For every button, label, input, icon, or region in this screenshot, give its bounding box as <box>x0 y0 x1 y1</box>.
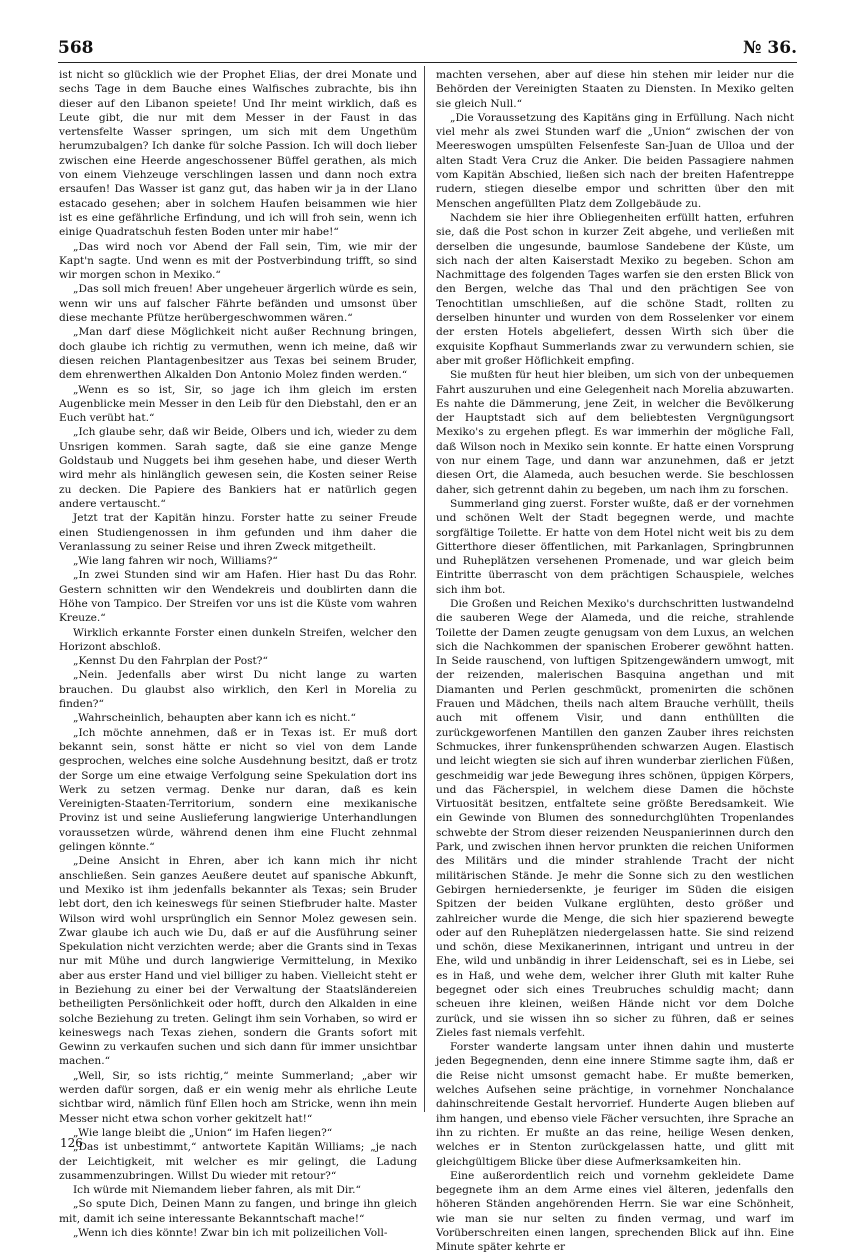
paragraph: „Die Voraussetzung des Kapitäns ging in Erfüllung. Nach nicht viel mehr als zwei Stunden warf die „Union“ zwischen der von Meereswogen umspülten Felsenfeste San-Juan de Ulloa und der alten Stadt Vera Cruz die Anker. Die beiden Passagiere nahmen vom Kapitän Abschied, ließen sich nach der breiten Hafentreppe rudern, stiegen dieselbe empor und schritten über den mit Menschen angefüllten Platz dem Zollgebäude zu. <box>436 111 794 210</box>
paragraph: „Nein. Jedenfalls aber wirst Du nicht lange zu warten brauchen. Du glaubst also wirklich, den Kerl in Morelia zu finden?“ <box>59 669 417 711</box>
paragraph: „Deine Ansicht in Ehren, aber ich kann mich ihr nicht anschließen. Sein ganzes Aeußere deutet auf spanische Abkunft, und Mexiko ist ihm jedenfalls bekannter als Texas; sein Bruder lebt dort, den ich keineswegs für seinen Stiefbruder halte. Master Wilson wird wohl ursprünglich ein Sennor Molez gewesen sein. Zwar glaube ich auch wie Du, daß er auf die Ausführung seiner Spekulation nicht verzichten werde; aber die Grants sind in Texas nur mit Mühe und durch langwierige Vermittelung, in Mexiko aber aus erster Hand und viel billiger zu haben. Vielleicht steht er in Beziehung zu einer bei der Verwaltung der Staatsländereien betheiligten Persönlichkeit oder hofft, durch den Alkalden in eine solche Beziehung zu treten. Gelingt ihm sein Vorhaben, so wird er keineswegs nach Texas ziehen, sondern die Grants sofort mit Gewinn zu verkaufen suchen und sich dann für immer unsichtbar machen.“ <box>59 855 417 1068</box>
paragraph: Wirklich erkannte Forster einen dunkeln Streifen, welcher den Horizont abschloß. <box>59 626 417 653</box>
paragraph: Sie mußten für heut hier bleiben, um sich von der unbequemen Fahrt auszuruhen und eine Gelegenheit nach Morelia abzuwarten. Es nahte die Dämmerung, jene Zeit, in welcher die Bevölkerung der Hauptstadt sich auf dem beliebtesten Vergnügungsort Mexiko's zu ergehen pflegt. Es war immerhin der mögliche Fall, daß Wilson noch in Mexiko sein konnte. Er hatte einen Vorsprung von nur einem Tage, und dann war anzunehmen, daß er jetzt diesen Ort, die Alameda, auch besuchen werde. Sie beschlossen daher, sich getrennt dahin zu begeben, um nach ihm zu forschen. <box>436 369 794 496</box>
paragraph: Summerland ging zuerst. Forster wußte, daß er der vornehmen und schönen Welt der Stadt begegnen werde, und machte sorgfältige Toilette. Er hatte von dem Hotel nicht weit bis zu dem Gitterthore dieser öffentlichen, mit Parkanlagen, Springbrunnen und Ruheplätzen versehenen Promenade, und war gleich beim Eintritte überrascht von dem prächtigen Schauspiele, welches sich ihm bot. <box>436 497 794 596</box>
paragraph: Eine außerordentlich reich und vornehm gekleidete Dame begegnete ihm an dem Arme eines viel älteren, jedenfalls den höheren Ständen angehörenden Herrn. Sie war eine Schönheit, wie man sie nur selten zu finden vermag, und warf im Vorüberschreiten einen langen, sprechenden Blick auf ihn. Eine Minute später kehrte er <box>436 1169 794 1254</box>
paragraph: „Das wird noch vor Abend der Fall sein, Tim, wie mir der Kapt'n sagte. Und wenn es mit der Postverbindung trifft, so sind wir morgen schon in Mexiko.“ <box>59 240 417 282</box>
column-divider <box>424 66 425 1112</box>
signature-mark: 126 <box>60 1136 83 1150</box>
paragraph: „Ich glaube sehr, daß wir Beide, Olbers und ich, wieder zu dem Unsrigen kommen. Sarah sagte, daß sie eine ganze Menge Goldstaub und Nuggets bei ihm gesehen habe, und dieser Werth wird mehr als hinlänglich gewesen sein, die Kosten seiner Reise zu decken. Die Papiere des Bankiers hat er natürlich gegen andere vertauscht.“ <box>59 426 417 510</box>
right-column <box>436 68 794 1254</box>
paragraph: Ich würde mit Niemandem lieber fahren, als mit Dir.“ <box>73 1184 361 1197</box>
page-number: 568 <box>58 38 94 58</box>
paragraph: Jetzt trat der Kapitän hinzu. Forster hatte zu seiner Freude einen Studiengenossen in ihm gefunden und ihm daher die Veranlassung zu seiner Reise und ihren Zweck mitgetheilt. <box>59 512 417 553</box>
paragraph: „Man darf diese Möglichkeit nicht außer Rechnung bringen, doch glaube ich richtig zu vermuthen, wenn ich meine, daß wir diesen reichen Plantagenbesitzer aus Texas bei seinem Bruder, dem ehrenwerthen Alkalden Don Antonio Molez finden werden.“ <box>59 326 417 382</box>
paragraph: machten versehen, aber auf diese hin stehen mir leider nur die Behörden der Vereinigten Staaten zu Diensten. In Mexiko gelten sie gleich Null.“ <box>436 69 794 110</box>
paragraph: ist nicht so glücklich wie der Prophet Elias, der drei Monate und sechs Tage in dem Bauche eines Walfisches zubrachte, bis ihn dieser auf den Libanon speiete! Und Ihr meint wirklich, daß es Leute gibt, die nur mit dem Messer in der Faust in das vertensfelte Wasser springen, um sich mit dem Ungethüm herumzubalgen? Ich danke für solche Passion. Ich will doch lieber zwischen eine Heerde angeschossener Büffel gerathen, als mich von einem Viehzeuge verschlingen lassen und dann noch extra ersaufen! Das Wasser ist ganz gut, das haben wir ja in der Llano estacado gesehen; aber in solchem Haufen beisammen wie hier ist es eine gefährliche Erfindung, und ich will froh sein, wenn ich einige Quadratschuh festen Boden unter mir habe!“ <box>59 69 417 239</box>
paragraph: „Wie lang fahren wir noch, Williams?“ <box>73 555 278 568</box>
paragraph: „So spute Dich, Deinen Mann zu fangen, und bringe ihn gleich mit, damit ich seine interessante Bekanntschaft mache!“ <box>59 1198 417 1225</box>
paragraph: „Kennst Du den Fahrplan der Post?“ <box>73 655 268 668</box>
paragraph: Nachdem sie hier ihre Obliegenheiten erfüllt hatten, erfuhren sie, daß die Post schon in kurzer Zeit abgehe, und verließen mit derselben die ungesunde, baumlose Sandebene der Küste, um sich nach der alten Kaiserstadt Mexiko zu begeben. Schon am Nachmittage des folgenden Tages warfen sie den ersten Blick von den Bergen, welche das Thal und den prächtigen See von Tenochtitlan umschließen, auf die schöne Stadt, rollten zu derselben hinunter und wurden von dem Rosselenker vor einem der ersten Hotels abgeliefert, dessen Wirth sich über die exquisite Kopfhaut Summerlands zwar zu verwundern schien, sie aber mit großer Höflichkeit empfing. <box>436 211 794 367</box>
paragraph: „Wahrscheinlich, behaupten aber kann ich es nicht.“ <box>73 712 356 725</box>
paragraph: Forster wanderte langsam unter ihnen dahin und musterte jeden Begegnenden, denn eine innere Stimme sagte ihm, daß er die Reise nicht umsonst gemacht habe. Er mußte bemerken, welches Aufsehen seine prächtige, in vornehmer Nonchalance dahinschreitende Gestalt hervorrief. Hunderte Augen blieben auf ihm hangen, und ebenso viele Fächer versuchten, ihre Sprache an ihn zu richten. Er mußte an das reine, heilige Wesen denken, welches er in Stenton zurückgelassen hatte, und glitt mit gleichgültigem Blicke über diese Aufmerksamkeiten hin. <box>436 1041 794 1168</box>
paragraph: „Das soll mich freuen! Aber ungeheuer ärgerlich würde es sein, wenn wir uns auf falscher Fährte befänden und umsonst über diese mechante Pfütze herübergeschwommen wären.“ <box>59 283 417 325</box>
paragraph: „Das ist unbestimmt,“ antwortete Kapitän Williams; „je nach der Leichtigkeit, mit welcher es mir gelingt, die Ladung zusammenzubringen. Willst Du wieder mit retour?“ <box>59 1141 417 1182</box>
paragraph: „In zwei Stunden sind wir am Hafen. Hier hast Du das Rohr. Gestern schnitten wir den Wendekreis und doublirten dann die Höhe von Tampico. Der Streifen vor uns ist die Küste vom wahren Kreuze.“ <box>59 569 417 625</box>
paragraph: Die Großen und Reichen Mexiko's durchschritten lustwandelnd die sauberen Wege der Alameda, und die reiche, strahlende Toilette der Damen zeugte genugsam von dem Luxus, an welchen sich die Nachkommen der spanischen Eroberer gewöhnt hatten. In Seide rauschend, von luftigen Spitzengewändern umwogt, mit der reizenden, malerischen Basquina angethan und mit Diamanten und Perlen geschmückt, promenirten die schönen Frauen und Mädchen, theils nach altem Brauche verhüllt, theils auch mit offenem Visir, und dann enthüllten die zurückgeworfenen Mantillen den ganzen Zauber ihres reichsten Schmuckes, ihrer funkensprühenden schwarzen Augen. Elastisch und leicht wiegten sie sich auf ihren wunderbar zierlichen Füßen, geschmeidig war jede Bewegung ihres schönen, üppigen Körpers, und das Fächerspiel, in welchem diese Damen die höchste Virtuosität besitzen, entfaltete seine größte Beredsamkeit. Wie ein Gewinde von Blumen des sonnedurchglühten Tropenlandes schwebte der Strom dieser reizenden Neuspanierinnen durch den Park, und zwischen ihnen hervor prunkten die reichen Uniformen des Militärs und die minder strahlende Tracht der nicht militärischen Stände. Je mehr die Sonne sich zu den westlichen Gebirgen herniedersenkte, je feuriger im Süden die eisigen Spitzen der beiden Vulkane erglühten, desto größer und zahlreicher wurde die Menge, die sich hier spazierend bewegte oder auf den Ruheplätzen niedergelassen hatte. Sie sind reizend und schön, diese Mexikanerinnen, intrigant und untreu in der Ehe, wild und unbändig in ihrer Leidenschaft, sei es in Liebe, sei es in Haß, und wehe dem, welcher ihrer Gluth mit kalter Ruhe begegnet oder sich eines Treubruches schuldig macht; dann scheuen ihre kleinen, weißen Hände nicht vor dem Dolche zurück, und sie wissen ihn so sicher zu führen, daß er seines Zieles fast niemals verfehlt. <box>436 597 794 1039</box>
paragraph: „Ich möchte annehmen, daß er in Texas ist. Er muß dort bekannt sein, sonst hätte er nicht so viel von dem Lande gesprochen, welches eine solche Ausdehnung besitzt, daß er trotz der Sorge um eine etwaige Verfolgung seine Spekulation dort ins Werk zu setzen vermag. Denke nur daran, daß es kein Vereinigten-Staaten-Territorium, sondern eine mexikanische Provinz ist und seine Auslieferung langwierige Unterhandlungen voraussetzen würde, während denen ihm eine Flucht zehnmal gelingen könnte.“ <box>59 726 417 854</box>
issue-number: № 36. <box>743 38 797 58</box>
header-rule <box>58 62 797 63</box>
page-header <box>58 38 797 60</box>
paragraph: „Wenn es so ist, Sir, so jage ich ihm gleich im ersten Augenblicke mein Messer in den Leib für den Diebstahl, den er an Euch verübt hat.“ <box>59 383 417 425</box>
paragraph: „Well, Sir, so ists richtig,“ meinte Summerland; „aber wir werden dafür sorgen, daß er ein wenig mehr als ehrliche Leute sichtbar wird, nämlich fünf Ellen hoch am Stricke, wenn ihn mein Messer nicht etwa schon vorher gekitzelt hat!“ <box>59 1069 417 1125</box>
paragraph: „Wie lange bleibt die „Union“ im Hafen liegen?“ <box>73 1126 333 1139</box>
paragraph: „Wenn ich dies könnte! Zwar bin ich mit polizeilichen Voll- <box>73 1227 388 1240</box>
